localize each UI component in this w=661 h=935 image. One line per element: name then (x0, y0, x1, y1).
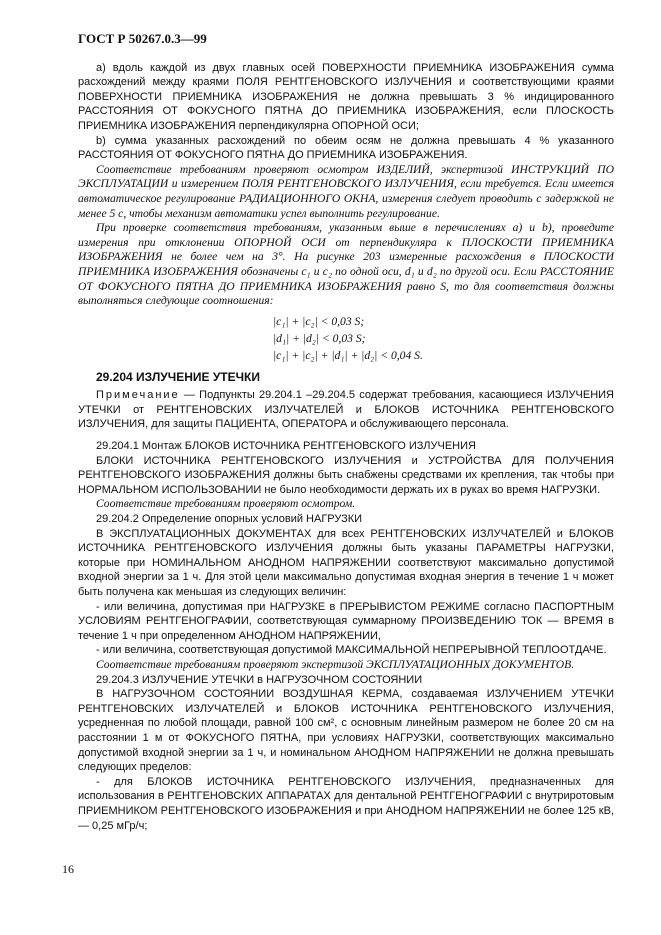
subsection-title-29-204-3: 29.204.3 ИЗЛУЧЕНИЕ УТЕЧКИ в НАГРУЗОЧНОМ СОСТОЯНИИ (96, 673, 423, 686)
subsection-check-29-204-1: Соответствие требованиям проверяют осмотром. (96, 497, 356, 511)
subsection-text-29-204-1: БЛОКИ ИСТОЧНИКА РЕНТГЕНОВСКОГО ИЗЛУЧЕНИЯ и УСТРОЙСТВА ДЛЯ ПОЛУЧЕНИЯ РЕНТГЕНОВСКОГО ИЗОБРАЖЕНИЯ должны быть снабжены средствами их крепления, так чтобы при НОРМАЛЬНОМ ИСПОЛЬЗОВАНИИ не было необходимости держать их в руках во время НАГРУЗКИ. (78, 454, 614, 496)
formula-block (78, 313, 614, 364)
subsection-title-29-204-2: 29.204.2 Определение опорных условий НАГРУЗКИ (96, 513, 363, 526)
page-number: 16 (62, 862, 74, 876)
compliance-check-1: Соответствие требованиям проверяют осмотром ИЗДЕЛИЙ, экспертизой ИНСТРУКЦИЙ ПО ЭКСПЛУАТАЦИИ и измерением ПОЛЯ РЕНТГЕНОВСКОГО ИЗЛУЧЕНИЯ, если требуется. Если имеется автоматическое регулирование РАДИАЦИОННОГО ОКНА, измерения следует проводить с задержкой не менее 5 с, чтобы механизм автоматики успел выполнить регулирование. (78, 162, 614, 220)
subsection-text-29-204-3: В НАГРУЗОЧНОМ СОСТОЯНИИ ВОЗДУШНАЯ КЕРМА, создаваемая ИЗЛУЧЕНИЕМ УТЕЧКИ РЕНТГЕНОВСКИХ ИЗЛУЧАТЕЛЕЙ и БЛОКОВ ИСТОЧНИКА РЕНТГЕНОВСКОГО ИЗЛУЧЕНИЯ, усредненная по любой площади, равной 100 см², с основным линейным размером не более 20 см на расстоянии 1 м от ФОКУСНОГО ПЯТНА, при условиях НАГРУЗКИ, соответствующих максимально допустимой входной энергии за 1 ч, и номинальном АНОДНОМ НАПРЯЖЕНИИ не должна превышать следующих пределов: (78, 688, 614, 774)
section-heading-29-204: 29.204 ИЗЛУЧЕНИЕ УТЕЧКИ (96, 369, 261, 384)
subsection-text-29-204-2: В ЭКСПЛУАТАЦИОННЫХ ДОКУМЕНТАХ для всех РЕНТГЕНОВСКИХ ИЗЛУЧАТЕЛЕЙ и БЛОКОВ ИСТОЧНИКА РЕНТГЕНОВСКОГО ИЗЛУЧЕНИЯ должны быть указаны ПАРАМЕТРЫ НАГРУЗКИ, которые при НОМИНАЛЬНОМ АНОДНОМ НАПРЯЖЕНИИ соответствуют максимально допустимой входной энергии за 1 ч. Для этой цели максимально допустимая входная энергия в течение 1 ч может быть получена как меньшая из следующих величин: (78, 527, 614, 598)
note-text: — Подпункты 29.204.1 –29.204.5 содержат требования, касающиеся ИЗЛУЧЕНИЯ УТЕЧКИ от РЕНТГЕНОВСКИХ ИЗЛУЧАТЕЛЕЙ и БЛОКОВ ИСТОЧНИКА РЕНТГЕНОВСКОГО ИЗЛУЧЕНИЯ, для защиты ПАЦИЕНТА, ОПЕРАТОРА и обслуживающего персонала. (78, 389, 614, 431)
formula-total: |c₁| + |c₂| + |d₁| + |d₂| < 0,04 S. (273, 348, 423, 362)
note-label: Примечание (96, 389, 180, 402)
formula-d: |d₁| + |d₂| < 0,03 S; (273, 331, 366, 345)
document-header: ГОСТ Р 50267.0.3—99 (78, 31, 207, 46)
subsection-title-29-204-1: 29.204.1 Монтаж БЛОКОВ ИСТОЧНИКА РЕНТГЕНОВСКОГО ИЗЛУЧЕНИЯ (96, 440, 476, 453)
list-item-3: - для БЛОКОВ ИСТОЧНИКА РЕНТГЕНОВСКОГО ИЗЛУЧЕНИЯ, предназначенных для использования в РЕНТГЕНОВСКИХ АППАРАТАХ для дентальной РЕНТГЕНОГРАФИИ с внутриротовым ПРИЕМНИКОМ РЕНТГЕНОВСКОГО ИЗОБРАЖЕНИЯ и при АНОДНОМ НАПРЯЖЕНИИ не более 125 кВ, — 0,25 мГр/ч; (78, 775, 614, 832)
list-item-2: - или величина, соответствующая допустимой МАКСИМАЛЬНОЙ НЕПРЕРЫВНОЙ ТЕПЛООТДАЧЕ. (96, 644, 607, 657)
formula-c: |c₁| + |c₂| < 0,03 S; (273, 314, 365, 328)
note (78, 388, 614, 432)
compliance-check-2: При проверке соответствия требованиям, указанным выше в перечислениях а) и b), проведите измерения при отклонении ОПОРНОЙ ОСИ от перпендикуляра к ПЛОСКОСТИ ПРИЕМНИКА ИЗОБРАЖЕНИЯ не более чем на 3°. На рисунке 203 измеренные расхождения в ПЛОСКОСТИ ПРИЕМНИКА ИЗОБРАЖЕНИЯ обозначены c₁ и c₂ по одной оси, d₁ и d₂ по другой оси. Если РАССТОЯНИЕ ОТ ФОКУСНОГО ПЯТНА ДО ПРИЕМНИКА ИЗОБРАЖЕНИЯ равно S, то для соответствия должны выполняться следующие соотношения: (78, 221, 614, 308)
list-item-1: - или величина, допустимая при НАГРУЗКЕ в ПРЕРЫВИСТОМ РЕЖИМЕ согласно ПАСПОРТНЫМ УСЛОВИЯМ РЕНТГЕНОГРАФИИ, соответствующая суммарному ПРОИЗВЕДЕНИЮ ТОК — ВРЕМЯ в течение 1 ч при определенном АНОДНОМ НАПРЯЖЕНИИ, (78, 600, 614, 642)
paragraph-a: а) вдоль каждой из двух главных осей ПОВЕРХНОСТИ ПРИЕМНИКА ИЗОБРАЖЕНИЯ сумма расхождений между краями ПОЛЯ РЕНТГЕНОВСКОГО ИЗЛУЧЕНИЯ и соответствующими краями ПОВЕРХНОСТИ ПРИЕМНИКА ИЗОБРАЖЕНИЯ не должна превышать 3 % индицированного РАССТОЯНИЯ ОТ ФОКУСНОГО ПЯТНА ДО ПРИЕМНИКА ИЗОБРАЖЕНИЯ, если ПЛОСКОСТЬ ПРИЕМНИКА ИЗОБРАЖЕНИЯ перпендикулярна ОПОРНОЙ ОСИ; (78, 61, 614, 132)
paragraph-b: b) сумма указанных расхождений по обеим осям не должна превышать 4 % указанного РАССТОЯНИЯ ОТ ФОКУСНОГО ПЯТНА ДО ПРИЕМНИКА ИЗОБРАЖЕНИЯ. (78, 134, 614, 162)
subsection-check-29-204-2: Соответствие требованиям проверяют экспертизой ЭКСПЛУАТАЦИОННЫХ ДОКУМЕНТОВ. (96, 657, 575, 671)
